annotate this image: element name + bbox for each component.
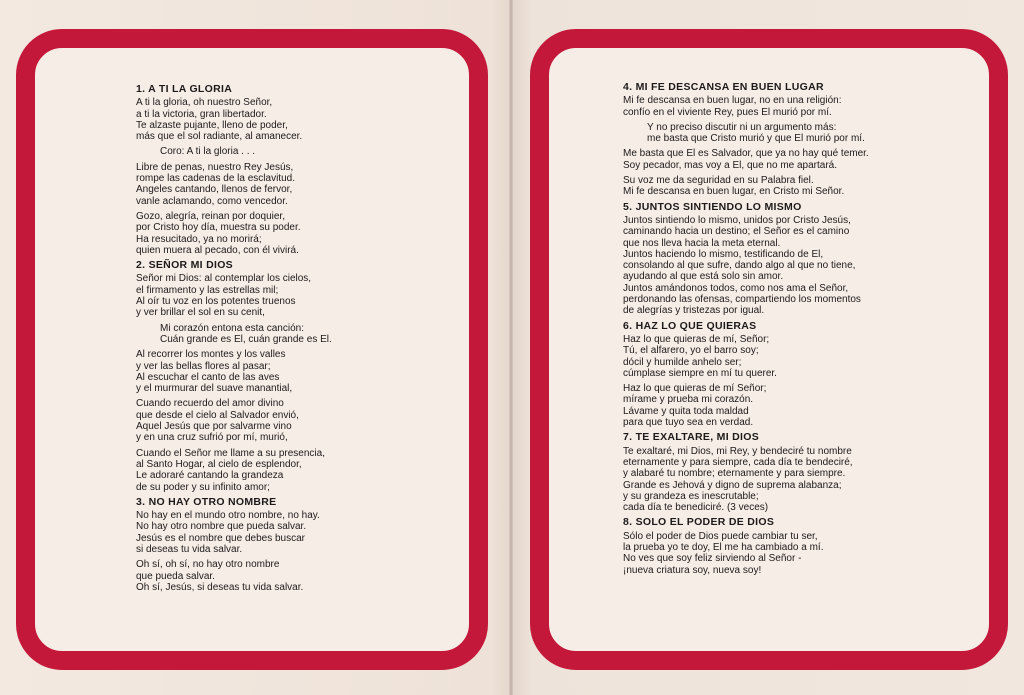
lyric-line: Al escuchar el canto de las aves: [136, 371, 280, 383]
lyric-line: mírame y prueba mi corazón.: [623, 394, 754, 406]
stanza: [136, 211, 376, 256]
lyric-line: No ves que soy feliz sirviendo al Señor -: [623, 553, 802, 565]
stanza: [623, 531, 903, 576]
hymn-title: 1. A TI LA GLORIA: [136, 83, 233, 95]
lyric-line: Soy pecador, mas voy a El, que no me apartará.: [623, 159, 838, 171]
hymn: [623, 321, 903, 429]
stanza: [623, 175, 903, 198]
stanza: [136, 273, 376, 318]
stanza: [136, 510, 376, 555]
hymn: [136, 84, 376, 256]
lyric-line: el firmamento y las estrellas mil;: [136, 284, 279, 296]
lyric-line: Coro: A ti la gloria . . .: [160, 146, 256, 158]
lyric-line: Grande es Jehová y digno de suprema alabanza;: [623, 479, 842, 491]
hymn-title: 6. HAZ LO QUE QUIERAS: [623, 319, 757, 332]
lyric-line: vanle aclamando, como vencedor.: [136, 195, 288, 207]
lyric-line: consolando al que sufre, dando algo al que no tiene,: [623, 260, 856, 272]
hymn: [623, 82, 903, 198]
hymn-title: 3. NO HAY OTRO NOMBRE: [136, 495, 277, 508]
lyric-line: Oh sí, Jesús, si deseas tu vida salvar.: [136, 581, 304, 593]
lyric-line: cada día te benediciré. (3 veces): [623, 502, 769, 514]
lyric-line: Angeles cantando, llenos de fervor,: [136, 184, 293, 196]
chorus-stanza: [136, 323, 376, 346]
hymn: [136, 497, 376, 593]
lyric-line: la prueba yo te doy, El me ha cambiado a mí.: [623, 541, 824, 553]
lyric-line: Tú, el alfarero, yo el barro soy;: [623, 345, 759, 357]
lyric-line: y en una cruz sufrió por mí, murió,: [136, 432, 288, 444]
hymn: [623, 202, 903, 317]
lyric-line: Haz lo que quieras de mí, Señor;: [623, 333, 770, 345]
lyric-line: me basta que Cristo murió y que El murió por mí.: [647, 133, 865, 145]
lyric-line: al Santo Hogar, al cielo de esplendor,: [136, 458, 302, 470]
lyric-line: y ver brillar el sol en su cenit,: [136, 307, 265, 319]
lyric-line: dócil y humilde anhelo ser;: [623, 356, 742, 368]
lyric-line: de su poder y su infinito amor;: [136, 481, 270, 493]
chorus-stanza: [136, 146, 376, 157]
center-fold: [509, 0, 513, 695]
stanza: [623, 446, 903, 514]
lyric-line: Cuando recuerdo del amor divino: [136, 398, 284, 410]
lyric-line: Mi corazón entona esta canción:: [160, 322, 304, 334]
lyric-line: Gozo, alegría, reinan por doquier,: [136, 210, 285, 222]
lyric-line: Sólo el poder de Dios puede cambiar tu ser,: [623, 530, 818, 542]
lyric-line: Ha resucitado, ya no morirá;: [136, 233, 262, 245]
hymn-title: 4. MI FE DESCANSA EN BUEN LUGAR: [623, 81, 824, 93]
lyric-line: si deseas tu vida salvar.: [136, 543, 243, 555]
lyric-line: Aquel Jesús que por salvarme vino: [136, 421, 292, 433]
stanza: [136, 559, 376, 593]
lyric-line: Al oír tu voz en los potentes truenos: [136, 296, 296, 308]
lyric-line: Señor mi Dios: al contemplar los cielos,: [136, 273, 312, 285]
lyric-line: No hay otro nombre que pueda salvar.: [136, 521, 307, 533]
lyric-line: que desde el cielo al Salvador envió,: [136, 409, 299, 421]
left-page-column: [136, 84, 376, 597]
hymn-title: 8. SOLO EL PODER DE DIOS: [623, 516, 775, 529]
lyric-line: y su grandeza es inescrutable;: [623, 490, 759, 502]
lyric-line: Te alzaste pujante, lleno de poder,: [136, 119, 288, 131]
lyric-line: y alabaré tu nombre; eternamente y para siempre.: [623, 468, 846, 480]
lyric-line: que pueda salvar.: [136, 570, 215, 582]
lyric-line: de alegrías y tristezas por igual.: [623, 305, 765, 317]
hymn-title: 7. TE EXALTARE, MI DIOS: [623, 431, 760, 444]
hymn-title: 5. JUNTOS SINTIENDO LO MISMO: [623, 200, 802, 213]
chorus-stanza: [623, 122, 903, 145]
right-page-column: [623, 82, 903, 580]
stanza: [623, 334, 903, 379]
lyric-line: quien muera al pecado, con él vivirá.: [136, 244, 299, 256]
lyric-line: Juntos haciendo lo mismo, testificando de El,: [623, 248, 824, 260]
stanza: [136, 97, 376, 142]
lyric-line: eternamente y para siempre, cada día te bendeciré,: [623, 456, 853, 468]
lyric-line: Cuando el Señor me llame a su presencia,: [136, 447, 325, 459]
lyric-line: Cuán grande es El, cuán grande es El.: [160, 333, 332, 345]
lyric-line: Juntos amándonos todos, como nos ama el Señor,: [623, 282, 849, 294]
lyric-line: Haz lo que quieras de mí Señor;: [623, 383, 767, 395]
lyric-line: Oh sí, oh sí, no hay otro nombre: [136, 559, 280, 571]
stanza: [136, 448, 376, 493]
lyric-line: caminando hacia un destino; el Señor es el camino: [623, 226, 850, 238]
lyric-line: a ti la victoria, gran libertador.: [136, 108, 267, 120]
lyric-line: más que el sol radiante, al amanecer.: [136, 131, 303, 143]
lyric-line: Libre de penas, nuestro Rey Jesús,: [136, 161, 294, 173]
stanza: [136, 398, 376, 443]
lyric-line: perdonando las ofensas, compartiendo los momentos: [623, 294, 861, 306]
stanza: [136, 349, 376, 394]
lyric-line: que nos lleva hacia la meta eternal.: [623, 237, 781, 249]
lyric-line: rompe las cadenas de la esclavitud.: [136, 173, 295, 185]
lyric-line: cúmplase siempre en mí tu querer.: [623, 367, 777, 379]
stanza: [623, 215, 903, 317]
lyric-line: Mi fe descansa en buen lugar, no en una religión:: [623, 95, 842, 107]
lyric-line: Y no preciso discutir ni un argumento más:: [647, 121, 837, 133]
lyric-line: y ver las bellas flores al pasar;: [136, 360, 271, 372]
lyric-line: Su voz me da seguridad en su Palabra fiel.: [623, 175, 814, 187]
lyric-line: confío en el viviente Rey, pues El murió por mí.: [623, 106, 832, 118]
lyric-line: Te exaltaré, mi Dios, mi Rey, y bendeciré tu nombre: [623, 445, 852, 457]
lyric-line: Le adoraré cantando la grandeza: [136, 470, 284, 482]
lyric-line: por Cristo hoy día, muestra su poder.: [136, 222, 301, 234]
lyric-line: para que tuyo sea en verdad.: [623, 417, 754, 429]
lyric-line: Juntos sintiendo lo mismo, unidos por Cristo Jesús,: [623, 214, 851, 226]
hymn: [623, 517, 903, 575]
lyric-line: Lávame y quita toda maldad: [623, 405, 749, 417]
hymn-title: 2. SEÑOR MI DIOS: [136, 259, 233, 272]
lyric-line: Al recorrer los montes y los valles: [136, 349, 286, 361]
stanza: [623, 95, 903, 118]
lyric-line: Mi fe descansa en buen lugar, en Cristo mi Señor.: [623, 186, 845, 198]
lyric-line: ¡nueva criatura soy, nueva soy!: [623, 564, 762, 576]
lyric-line: ayudando al que está solo sin amor.: [623, 271, 784, 283]
stanza: [623, 148, 903, 171]
hymn: [623, 432, 903, 513]
lyric-line: No hay en el mundo otro nombre, no hay.: [136, 510, 320, 522]
stanza: [623, 383, 903, 428]
lyric-line: Me basta que El es Salvador, que ya no hay qué temer.: [623, 148, 869, 160]
lyric-line: Jesús es el nombre que debes buscar: [136, 532, 305, 544]
lyric-line: A ti la gloria, oh nuestro Señor,: [136, 97, 273, 109]
stanza: [136, 162, 376, 207]
lyric-line: y el murmurar del suave manantial,: [136, 383, 293, 395]
hymn: [136, 260, 376, 493]
